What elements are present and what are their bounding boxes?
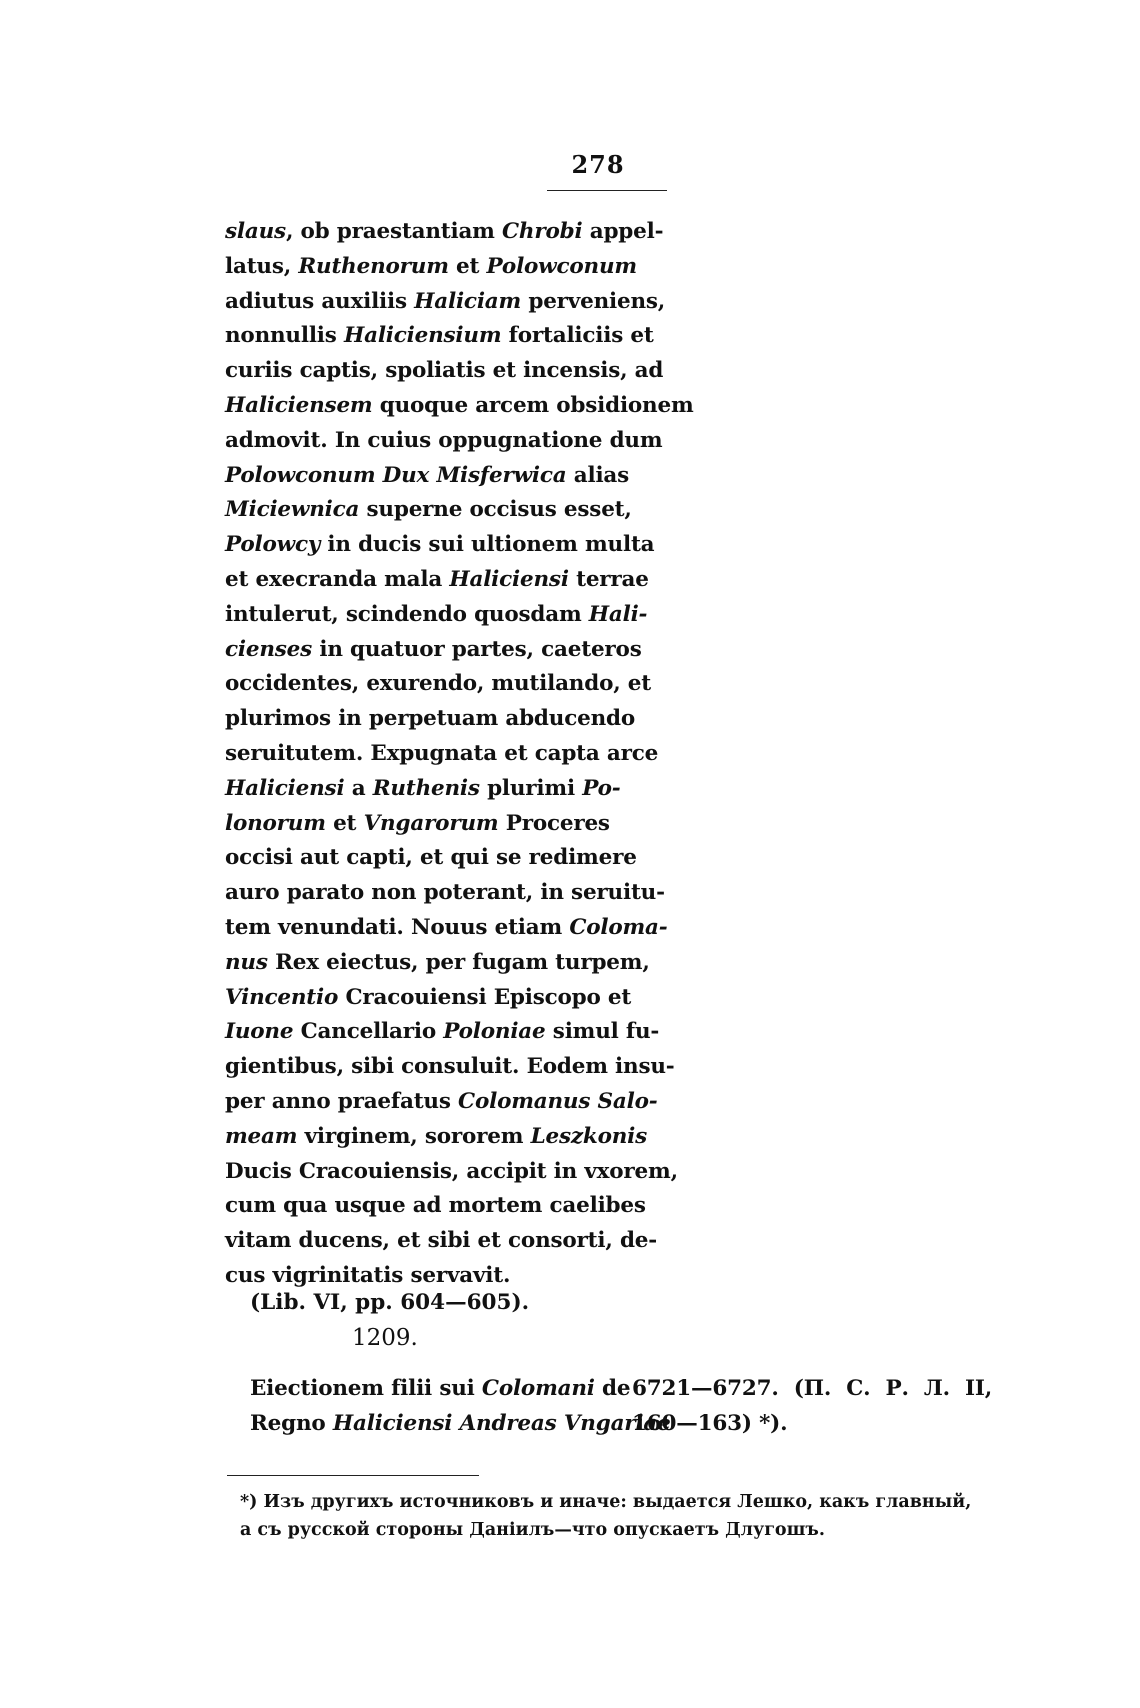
italic-text: Polowconum Dux Misferwica: [225, 462, 567, 488]
text-line: [225, 1259, 609, 1294]
text-segment: Rex eiectus, per fugam turpem,: [267, 949, 650, 975]
text-line: [225, 946, 650, 981]
text-segment: vitam ducens, et sibi et consorti, de-: [225, 1228, 657, 1254]
text-segment: quoque arcem obsidionem: [372, 392, 694, 418]
text-line: [225, 424, 663, 459]
italic-text: Vincentio: [225, 984, 339, 1010]
citation: (Lib. VI, pp. 604—605).: [250, 1290, 530, 1315]
text-segment: Cracouiensi Episcopo et: [338, 984, 632, 1010]
text-segment: perveniens,: [521, 288, 666, 314]
text-segment: cus vigrinitatis servavit.: [225, 1262, 511, 1288]
footnote-line: *) Изъ другихъ источниковъ и иначе: выдается Лешко, какъ главный,: [240, 1492, 972, 1512]
italic-text: Poloniae: [443, 1019, 546, 1045]
italic-text: Ruthenis: [372, 775, 480, 801]
page-number-rule: [547, 190, 667, 191]
entry-left-column: [250, 1372, 671, 1442]
italic-text: Polowconum: [486, 253, 637, 279]
italic-text: Haliciensi Andreas Vngariae: [332, 1410, 671, 1436]
text-segment: 6721—6727. (П. С. Р. Л. II,: [632, 1376, 992, 1401]
text-line: [225, 737, 659, 772]
text-segment: et execranda mala: [225, 566, 450, 592]
footnote-rule: [227, 1475, 479, 1476]
italic-text: Ruthenorum: [298, 253, 449, 279]
text-segment: virginem, sororem: [297, 1123, 531, 1149]
text-line: [225, 981, 632, 1016]
text-line: [225, 1050, 675, 1085]
text-segment: cum qua usque ad mortem caelibes: [225, 1193, 646, 1219]
text-segment: auro parato non poterant, in seruitu-: [225, 880, 665, 906]
text-segment: a: [344, 775, 373, 801]
text-segment: simul fu-: [545, 1019, 660, 1045]
text-line: [225, 215, 664, 250]
text-line: [225, 250, 637, 285]
main-text-column: [225, 215, 694, 1294]
text-line: [250, 1407, 671, 1442]
text-line: [225, 807, 609, 842]
italic-text: Haliciam: [414, 288, 522, 314]
text-segment: 160—163) *).: [632, 1410, 788, 1436]
text-segment: occidentes, exurendo, mutilando, et: [225, 671, 651, 697]
text-segment: Eiectionem filii sui: [250, 1376, 482, 1401]
text-segment: adiutus auxiliis: [225, 288, 415, 314]
text-line: [225, 319, 654, 354]
footnote: [240, 1488, 990, 1544]
text-segment: , ob praestantiam: [285, 219, 503, 244]
text-segment: appel-: [582, 219, 664, 244]
text-line: [225, 667, 651, 702]
text-line: [250, 1372, 631, 1407]
page-number: 278: [571, 150, 625, 179]
text-segment: Proceres: [498, 810, 610, 836]
text-segment: Cancellario: [293, 1019, 444, 1045]
text-line: [225, 841, 637, 876]
italic-text: Haliciensem: [225, 392, 373, 418]
italic-text: Haliciensi: [449, 566, 569, 592]
text-segment: in quatuor partes, caeteros: [312, 636, 642, 662]
italic-text: Vngarorum: [363, 810, 499, 836]
text-line: [225, 911, 668, 946]
italic-text: Haliciensium: [343, 323, 502, 349]
text-line: [225, 389, 694, 424]
text-segment: intulerut, scindendo quosdam: [225, 601, 589, 627]
text-line: [225, 493, 632, 528]
text-segment: alias: [566, 462, 630, 488]
text-segment: admovit. In cuius oppugnatione dum: [225, 427, 663, 453]
text-line: [225, 633, 642, 668]
text-line: [225, 459, 630, 494]
text-segment: Regno: [250, 1410, 333, 1436]
text-segment: et: [325, 810, 364, 836]
text-line: [225, 1155, 678, 1190]
italic-text: Leszkonis: [530, 1123, 648, 1149]
text-line: [225, 598, 648, 633]
entry-right-column: [632, 1372, 992, 1442]
italic-text: Polowcy: [225, 532, 321, 558]
text-segment: gientibus, sibi consuluit. Eodem insu-: [225, 1054, 675, 1080]
text-segment: seruitutem. Expugnata et capta arce: [225, 740, 659, 766]
italic-text: Chrobi: [502, 219, 583, 244]
text-segment: superne occisus esset,: [359, 497, 632, 523]
text-segment: terrae: [568, 566, 649, 592]
text-segment: latus,: [225, 253, 299, 279]
text-segment: plurimi: [479, 775, 583, 801]
text-line: [225, 876, 665, 911]
text-line: [225, 285, 666, 320]
italic-text: nus: [225, 949, 268, 975]
text-segment: per anno praefatus: [225, 1088, 459, 1114]
italic-text: Coloma-: [569, 914, 668, 940]
text-segment: curiis captis, spoliatis et incensis, ad: [225, 358, 664, 384]
text-line: [225, 563, 649, 598]
text-line: [225, 1189, 646, 1224]
text-segment: et: [448, 253, 487, 279]
text-segment: de: [594, 1376, 631, 1401]
italic-text: Hali-: [588, 601, 648, 627]
italic-text: Iuone: [225, 1019, 294, 1045]
italic-text: slaus: [225, 219, 286, 244]
text-segment: tem venundati. Nouus etiam: [225, 914, 570, 940]
text-line: [225, 1224, 657, 1259]
text-segment: plurimos in perpetuam abducendo: [225, 706, 635, 732]
text-line: [225, 702, 635, 737]
text-line: [225, 1015, 660, 1050]
italic-text: Haliciensi: [225, 775, 345, 801]
italic-text: Colomanus Salo-: [458, 1088, 658, 1114]
italic-text: Colomani: [481, 1376, 595, 1401]
text-line: [225, 528, 655, 563]
text-line: [632, 1372, 992, 1407]
year-heading: 1209.: [352, 1325, 418, 1351]
text-line: [225, 1085, 658, 1120]
italic-text: lonorum: [225, 810, 326, 836]
text-segment: fortaliciis et: [501, 323, 654, 349]
text-segment: occisi aut capti, et qui se redimere: [225, 845, 637, 871]
italic-text: cienses: [225, 636, 313, 662]
text-line: [225, 354, 664, 389]
text-line: [225, 1120, 648, 1155]
text-segment: nonnullis: [225, 323, 344, 349]
text-line: [225, 772, 621, 807]
italic-text: meam: [225, 1123, 298, 1149]
text-segment: in ducis sui ultionem multa: [320, 532, 655, 558]
footnote-line: а съ русской стороны Даніилъ—что опускаетъ Длугошъ.: [240, 1520, 825, 1540]
text-line: [632, 1407, 992, 1442]
italic-text: Po-: [582, 775, 621, 801]
italic-text: Miciewnica: [225, 497, 360, 523]
text-segment: Ducis Cracouiensis, accipit in vxorem,: [225, 1158, 678, 1184]
